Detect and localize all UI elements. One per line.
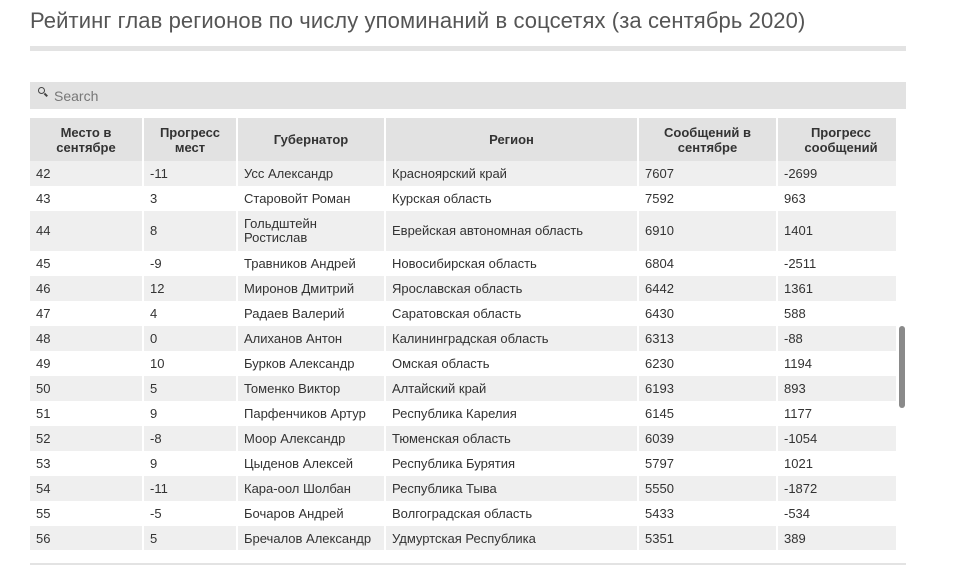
table-row: [30, 526, 896, 550]
table-row: [30, 501, 896, 526]
cell-messages: 6230: [639, 351, 776, 376]
cell-region: Омская область: [386, 351, 637, 376]
search-bar: [30, 82, 906, 109]
header-place-progress[interactable]: Прогресс мест: [144, 118, 236, 161]
cell-region: Удмуртская Республика: [386, 526, 637, 550]
table-row: [30, 161, 896, 186]
bottom-divider: [30, 563, 906, 565]
cell-messages-progress: 1194: [778, 351, 896, 376]
header-region[interactable]: Регион: [386, 118, 637, 161]
cell-messages: 6193: [639, 376, 776, 401]
cell-governor: Миронов Дмитрий: [238, 276, 384, 301]
cell-place: 56: [30, 526, 142, 550]
cell-place: 53: [30, 451, 142, 476]
header-messages-progress[interactable]: Прогресс сообщений: [778, 118, 896, 161]
cell-messages-progress: 1361: [778, 276, 896, 301]
cell-messages: 6039: [639, 426, 776, 451]
cell-place: 54: [30, 476, 142, 501]
header-place[interactable]: Место в сентябре: [30, 118, 142, 161]
cell-messages-progress: 588: [778, 301, 896, 326]
cell-governor: Бречалов Александр: [238, 526, 384, 550]
table-row: [30, 401, 896, 426]
cell-messages: 5550: [639, 476, 776, 501]
cell-place: 42: [30, 161, 142, 186]
header-governor[interactable]: Губернатор: [238, 118, 384, 161]
cell-messages-progress: 1177: [778, 401, 896, 426]
cell-place: 49: [30, 351, 142, 376]
cell-messages-progress: -534: [778, 501, 896, 526]
cell-messages-progress: 963: [778, 186, 896, 211]
table-row: [30, 276, 896, 301]
cell-place: 52: [30, 426, 142, 451]
cell-region: Республика Бурятия: [386, 451, 637, 476]
cell-messages: 7592: [639, 186, 776, 211]
cell-region: Саратовская область: [386, 301, 637, 326]
table-row: [30, 211, 896, 251]
cell-region: Новосибирская область: [386, 251, 637, 276]
table-row: [30, 351, 896, 376]
cell-region: Ярославская область: [386, 276, 637, 301]
cell-governor: Бочаров Андрей: [238, 501, 384, 526]
cell-messages: 6430: [639, 301, 776, 326]
cell-place: 44: [30, 211, 142, 251]
page-title: Рейтинг глав регионов по числу упоминаний в соцсетях (за сентябрь 2020): [30, 8, 806, 33]
cell-place-progress: 9: [144, 451, 236, 476]
cell-messages: 6442: [639, 276, 776, 301]
cell-governor: Старовойт Роман: [238, 186, 384, 211]
cell-governor: Радаев Валерий: [238, 301, 384, 326]
cell-place: 46: [30, 276, 142, 301]
cell-place-progress: -9: [144, 251, 236, 276]
table-scroll-area[interactable]: [30, 118, 896, 550]
cell-governor: Гольдштейн Ростислав: [238, 211, 384, 251]
cell-messages: 5797: [639, 451, 776, 476]
cell-messages-progress: 1021: [778, 451, 896, 476]
cell-governor: Кара-оол Шолбан: [238, 476, 384, 501]
cell-messages-progress: -88: [778, 326, 896, 351]
search-icon: [38, 87, 45, 94]
table-row: [30, 376, 896, 401]
cell-messages-progress: 1401: [778, 211, 896, 251]
cell-region: Калининградская область: [386, 326, 637, 351]
cell-governor: Парфенчиков Артур: [238, 401, 384, 426]
table-row: [30, 476, 896, 501]
cell-governor: Бурков Александр: [238, 351, 384, 376]
governors-table: [30, 118, 896, 550]
cell-place: 51: [30, 401, 142, 426]
table-row: [30, 186, 896, 211]
cell-place-progress: 0: [144, 326, 236, 351]
cell-messages-progress: -2511: [778, 251, 896, 276]
scrollbar-thumb[interactable]: [899, 326, 905, 408]
cell-region: Республика Тыва: [386, 476, 637, 501]
table-row: [30, 326, 896, 351]
title-divider: [30, 46, 906, 51]
cell-messages: 7607: [639, 161, 776, 186]
cell-governor: Томенко Виктор: [238, 376, 384, 401]
cell-messages-progress: 893: [778, 376, 896, 401]
cell-place-progress: -11: [144, 476, 236, 501]
cell-place: 43: [30, 186, 142, 211]
cell-messages-progress: 389: [778, 526, 896, 550]
cell-place-progress: 5: [144, 526, 236, 550]
cell-messages: 5433: [639, 501, 776, 526]
cell-governor: Алиханов Антон: [238, 326, 384, 351]
cell-place-progress: -5: [144, 501, 236, 526]
cell-place-progress: 9: [144, 401, 236, 426]
cell-governor: Моор Александр: [238, 426, 384, 451]
cell-place-progress: 3: [144, 186, 236, 211]
cell-governor: Усс Александр: [238, 161, 384, 186]
cell-region: Курская область: [386, 186, 637, 211]
cell-place: 48: [30, 326, 142, 351]
table-header-row: [30, 118, 896, 161]
cell-region: Алтайский край: [386, 376, 637, 401]
cell-place-progress: 10: [144, 351, 236, 376]
cell-messages: 6804: [639, 251, 776, 276]
cell-messages: 5351: [639, 526, 776, 550]
search-input[interactable]: [54, 82, 894, 109]
table-row: [30, 426, 896, 451]
cell-region: Волгоградская область: [386, 501, 637, 526]
header-messages[interactable]: Сообщений в сентябре: [639, 118, 776, 161]
cell-region: Тюменская область: [386, 426, 637, 451]
table-row: [30, 301, 896, 326]
cell-messages: 6145: [639, 401, 776, 426]
cell-region: Республика Карелия: [386, 401, 637, 426]
cell-messages-progress: -2699: [778, 161, 896, 186]
cell-place: 47: [30, 301, 142, 326]
cell-place-progress: 12: [144, 276, 236, 301]
cell-messages-progress: -1054: [778, 426, 896, 451]
table-row: [30, 451, 896, 476]
cell-place-progress: 5: [144, 376, 236, 401]
cell-place-progress: 8: [144, 211, 236, 251]
cell-place-progress: -11: [144, 161, 236, 186]
cell-messages-progress: -1872: [778, 476, 896, 501]
table-row: [30, 251, 896, 276]
cell-region: Красноярский край: [386, 161, 637, 186]
cell-region: Еврейская автономная область: [386, 211, 637, 251]
cell-place: 45: [30, 251, 142, 276]
cell-place-progress: 4: [144, 301, 236, 326]
cell-messages: 6313: [639, 326, 776, 351]
cell-governor: Травников Андрей: [238, 251, 384, 276]
cell-governor: Цыденов Алексей: [238, 451, 384, 476]
cell-place: 55: [30, 501, 142, 526]
cell-place: 50: [30, 376, 142, 401]
cell-place-progress: -8: [144, 426, 236, 451]
cell-messages: 6910: [639, 211, 776, 251]
